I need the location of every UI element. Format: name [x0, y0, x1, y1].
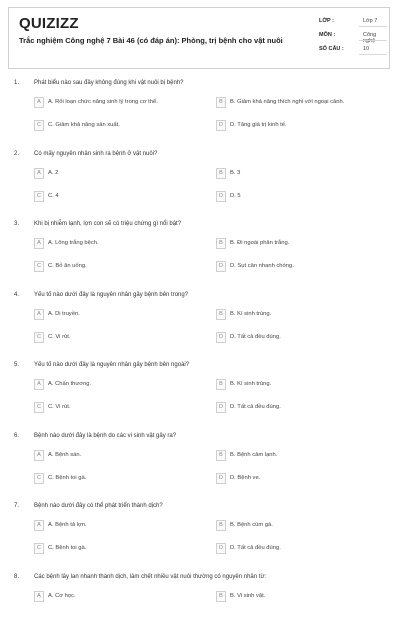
option-text: B. Bệnh cảm lạnh. — [230, 451, 278, 458]
option-letter-box[interactable]: C — [34, 261, 44, 272]
option-letter-box[interactable]: B — [216, 238, 226, 249]
question-text: Có mấy nguyên nhân sinh ra bệnh ở vật nuôi? — [34, 150, 158, 157]
question-item — [0, 566, 400, 636]
question-text: Bệnh nào dưới đây là bệnh do các vi sinh vật gây ra? — [34, 432, 177, 439]
question-number: 5. — [14, 362, 20, 368]
option-letter-box[interactable]: D — [216, 332, 226, 343]
question-text: Phát biểu nào sau đây không đúng khi vật nuôi bị bệnh? — [34, 80, 184, 86]
meta-value: Lớp 7 — [363, 18, 378, 24]
meta-value: Công nghệ — [363, 32, 377, 44]
answer-option[interactable] — [34, 450, 204, 462]
answer-option[interactable] — [216, 238, 386, 250]
option-letter-box[interactable]: A — [34, 450, 44, 461]
answer-option[interactable] — [34, 591, 204, 603]
option-letter-box[interactable]: C — [34, 120, 44, 131]
answer-option[interactable] — [34, 238, 204, 250]
option-text: D. 5 — [230, 192, 241, 199]
option-text: B. Kí sinh trùng. — [230, 381, 272, 387]
meta-value: 10 — [363, 46, 370, 52]
answer-option[interactable] — [34, 191, 204, 203]
option-letter-box[interactable]: A — [34, 168, 44, 179]
option-letter-box[interactable]: C — [34, 332, 44, 343]
meta-underline — [359, 54, 387, 55]
worksheet-title: Trắc nghiệm Công nghệ 7 Bài 46 (có đáp án): Phòng, trị bệnh cho vật nuôi — [19, 36, 283, 45]
option-letter-box[interactable]: A — [34, 591, 44, 602]
answer-option[interactable] — [216, 120, 386, 132]
option-text: B. Kí sinh trùng. — [230, 310, 272, 317]
answer-option[interactable] — [216, 332, 386, 344]
question-item — [0, 495, 400, 565]
question-item — [0, 143, 400, 213]
question-text: Khi bị nhiễm lạnh, lợn con sẽ có triệu chứng gì nổi bật? — [34, 221, 182, 227]
meta-key: LỚP : — [319, 18, 334, 24]
answer-option[interactable] — [216, 473, 386, 485]
answer-option[interactable] — [34, 402, 204, 414]
option-text: A. Di truyền. — [48, 310, 80, 317]
option-text: A. Cơ học. — [48, 592, 76, 599]
meta-key: SỐ CÂU : — [319, 46, 344, 52]
option-text: B. Giảm khả năng thích nghi với ngoại cảnh. — [230, 99, 345, 105]
option-text: C. Vi rút. — [48, 333, 71, 340]
option-letter-box[interactable]: B — [216, 168, 226, 179]
question-text: Yếu tố nào dưới đây là nguyên nhân gây bệnh bên ngoài? — [34, 362, 190, 368]
option-text: D. Sụt cân nhanh chóng. — [230, 263, 294, 269]
option-letter-box[interactable]: D — [216, 473, 226, 484]
option-text: D. Bệnh ve. — [230, 474, 261, 481]
option-letter-box[interactable]: D — [216, 402, 226, 413]
answer-option[interactable] — [34, 168, 204, 180]
option-text: C. Bệnh toi gà. — [48, 474, 87, 481]
option-letter-box[interactable]: C — [34, 543, 44, 554]
option-letter-box[interactable]: A — [34, 97, 44, 108]
option-letter-box[interactable]: C — [34, 402, 44, 413]
answer-option[interactable] — [216, 168, 386, 180]
quizizz-logo: QUIZIZZ — [19, 15, 79, 32]
answer-option[interactable] — [34, 97, 204, 109]
answer-option[interactable] — [216, 309, 386, 321]
question-number: 6. — [14, 432, 20, 439]
meta-row-count — [319, 42, 389, 56]
option-letter-box[interactable]: B — [216, 379, 226, 390]
answer-option[interactable] — [34, 261, 204, 273]
option-letter-box[interactable]: B — [216, 520, 226, 531]
question-number: 8. — [14, 573, 20, 580]
answer-option[interactable] — [34, 473, 204, 485]
option-text: A. Bệnh tả lợn. — [48, 522, 87, 528]
option-text: D. Tất cả đều đúng. — [230, 333, 281, 340]
answer-option[interactable] — [216, 402, 386, 414]
option-text: C. Bỏ ăn uống. — [48, 263, 87, 269]
answer-option[interactable] — [34, 120, 204, 132]
meta-row-class — [319, 14, 389, 28]
answer-option[interactable] — [216, 520, 386, 532]
option-text: D. Tăng giá trị kinh tế. — [230, 122, 287, 128]
meta-info — [319, 14, 389, 56]
option-text: A. Lông trắng bệch. — [48, 240, 99, 246]
answer-option[interactable] — [216, 97, 386, 109]
option-text: C. Vi rút. — [48, 404, 71, 410]
question-item — [0, 425, 400, 495]
answer-option[interactable] — [216, 261, 386, 273]
meta-underline — [359, 26, 387, 27]
question-number: 2. — [14, 150, 20, 157]
option-letter-box[interactable]: D — [216, 261, 226, 272]
question-text: Các bệnh lây lan nhanh thành dịch, làm chết nhiều vật nuôi thường có nguyên nhân từ: — [34, 573, 267, 580]
option-text: B. Vi sinh vật. — [230, 592, 266, 599]
answer-option[interactable] — [34, 332, 204, 344]
answer-option[interactable] — [216, 543, 386, 555]
worksheet-header — [8, 7, 390, 69]
option-text: B. Đi ngoài phân trắng. — [230, 240, 290, 246]
answer-option[interactable] — [216, 450, 386, 462]
option-letter-box[interactable]: A — [34, 238, 44, 249]
answer-option[interactable] — [216, 591, 386, 603]
question-number: 3. — [14, 221, 20, 227]
meta-key: MÔN : — [319, 32, 336, 38]
option-letter-box[interactable]: B — [216, 97, 226, 108]
answer-option[interactable] — [34, 309, 204, 321]
option-text: C. 4 — [48, 192, 59, 199]
option-text: D. Tất cả đều đúng. — [230, 545, 281, 551]
question-number: 4. — [14, 291, 20, 298]
option-letter-box[interactable]: C — [34, 191, 44, 202]
answer-option[interactable] — [34, 520, 204, 532]
option-text: C. Giảm khả năng sản xuất. — [48, 122, 120, 128]
answer-option[interactable] — [34, 543, 204, 555]
option-letter-box[interactable]: D — [216, 120, 226, 131]
answer-option[interactable] — [34, 379, 204, 391]
option-letter-box[interactable]: B — [216, 450, 226, 461]
option-text: A. Bệnh sán. — [48, 451, 82, 458]
question-item — [0, 354, 400, 424]
option-text: A. Rối loạn chức năng sinh lý trong cơ thể. — [48, 99, 158, 105]
option-text: B. 3 — [230, 169, 241, 176]
question-text: Yếu tố nào dưới đây là nguyên nhân gây bệnh bên trong? — [34, 291, 189, 298]
answer-option[interactable] — [216, 379, 386, 391]
question-number: 1. — [14, 80, 20, 86]
option-letter-box[interactable]: A — [34, 520, 44, 531]
option-text: A. Chấn thương. — [48, 381, 92, 387]
question-item — [0, 284, 400, 354]
option-letter-box[interactable]: A — [34, 379, 44, 390]
question-number: 7. — [14, 503, 20, 509]
option-text: C. Bệnh toi gà. — [48, 545, 87, 551]
option-letter-box[interactable]: C — [34, 473, 44, 484]
option-letter-box[interactable]: B — [216, 591, 226, 602]
question-item — [0, 72, 400, 142]
option-letter-box[interactable]: D — [216, 543, 226, 554]
option-text: A. 2 — [48, 169, 59, 176]
option-text: D. Tất cả đều đúng. — [230, 404, 281, 410]
meta-underline — [359, 40, 387, 41]
answer-option[interactable] — [216, 191, 386, 203]
option-letter-box[interactable]: D — [216, 191, 226, 202]
question-text: Bệnh nào dưới đây có thể phát triển thành dịch? — [34, 503, 163, 509]
option-letter-box[interactable]: A — [34, 309, 44, 320]
option-letter-box[interactable]: B — [216, 309, 226, 320]
question-item — [0, 213, 400, 283]
meta-row-subject — [319, 28, 389, 42]
option-text: B. Bệnh cúm gà. — [230, 522, 273, 528]
